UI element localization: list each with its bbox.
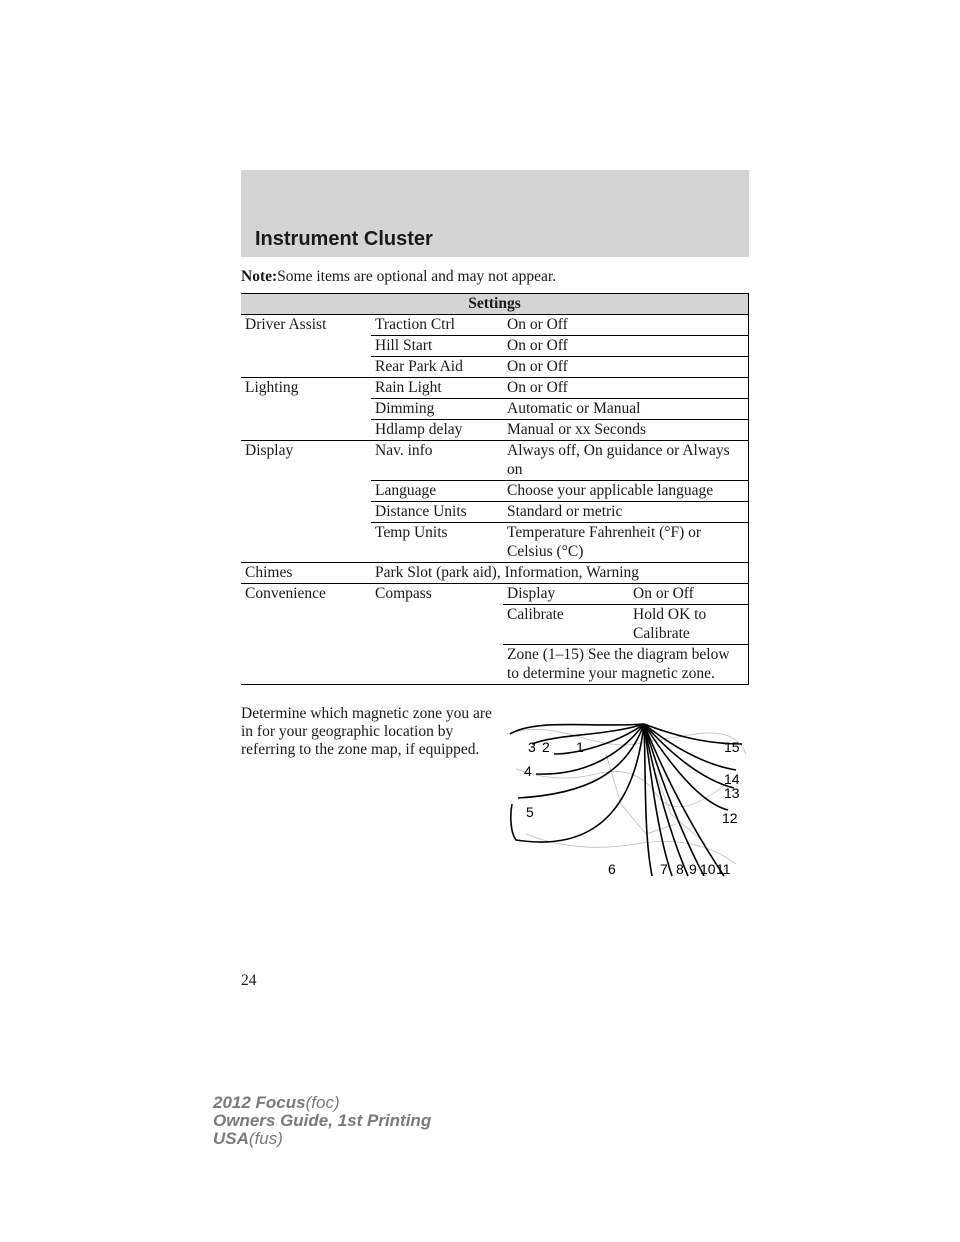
group-label-display: Display bbox=[241, 441, 371, 563]
table-row bbox=[241, 378, 749, 399]
zone-label: 5 bbox=[526, 804, 534, 820]
item-cell: Temp Units bbox=[371, 523, 503, 563]
group-label-lighting: Lighting bbox=[241, 378, 371, 441]
zone-label: 9 bbox=[689, 861, 697, 877]
footer-model-code: (foc) bbox=[305, 1093, 340, 1112]
value-cell: Choose your applicable language bbox=[503, 481, 749, 502]
value-cell: Standard or metric bbox=[503, 502, 749, 523]
item-cell: Distance Units bbox=[371, 502, 503, 523]
section-header-band bbox=[241, 170, 749, 257]
table-row bbox=[241, 441, 749, 481]
zone-label: 4 bbox=[524, 763, 532, 779]
footer-model: 2012 Focus bbox=[213, 1093, 306, 1112]
zone-line bbox=[644, 724, 736, 770]
zone-label: 3 bbox=[528, 739, 536, 755]
note-label: Note: bbox=[241, 268, 278, 285]
note-line bbox=[241, 268, 556, 286]
zone-label: 13 bbox=[724, 785, 740, 801]
item-cell: Nav. info bbox=[371, 441, 503, 481]
value-cell: Park Slot (park aid), Information, Warning bbox=[371, 563, 749, 584]
map-coastline bbox=[526, 834, 736, 864]
value-cell: Hold OK to Calibrate bbox=[629, 605, 749, 645]
group-label-chimes: Chimes bbox=[241, 563, 371, 584]
footer-printing: Owners Guide, 1st Printing bbox=[213, 1111, 432, 1130]
settings-table bbox=[241, 293, 749, 685]
item-cell: Rear Park Aid bbox=[371, 357, 503, 378]
value-cell: Temperature Fahrenheit (°F) or Celsius (°C) bbox=[503, 523, 749, 563]
value-cell: On or Off bbox=[629, 584, 749, 605]
sub-item-cell: Display bbox=[503, 584, 629, 605]
value-cell: On or Off bbox=[503, 315, 749, 336]
zone-label: 14 bbox=[724, 771, 740, 787]
zone-paragraph: Determine which magnetic zone you are in for your geographic location by referring to the zone map, if equipped. bbox=[241, 705, 492, 758]
item-cell: Language bbox=[371, 481, 503, 502]
sub-item-cell: Calibrate bbox=[503, 605, 629, 645]
zone-label: 10 bbox=[700, 861, 716, 877]
table-row bbox=[241, 563, 749, 584]
item-cell: Traction Ctrl bbox=[371, 315, 503, 336]
footer-market: USA bbox=[213, 1129, 249, 1148]
settings-table-header bbox=[241, 294, 749, 315]
zone-label: 6 bbox=[608, 861, 616, 877]
page-number: 24 bbox=[241, 972, 257, 989]
value-cell: On or Off bbox=[503, 336, 749, 357]
zone-label: 1 bbox=[576, 739, 584, 755]
zone-label: 11 bbox=[716, 861, 731, 877]
value-cell: On or Off bbox=[503, 357, 749, 378]
item-cell: Hill Start bbox=[371, 336, 503, 357]
group-label-driver-assist: Driver Assist bbox=[241, 315, 371, 378]
footer-market-code: (fus) bbox=[248, 1129, 283, 1148]
magnetic-zone-map bbox=[496, 714, 752, 880]
value-cell: Automatic or Manual bbox=[503, 399, 749, 420]
table-row bbox=[241, 584, 749, 605]
item-cell: Compass bbox=[371, 584, 503, 685]
settings-heading: Settings bbox=[241, 294, 749, 315]
value-cell: Manual or xx Seconds bbox=[503, 420, 749, 441]
zone-label: 15 bbox=[724, 739, 740, 755]
print-footer bbox=[213, 1094, 431, 1148]
value-cell: Zone (1–15) See the diagram below to determine your magnetic zone. bbox=[503, 645, 749, 685]
value-cell: Always off, On guidance or Always on bbox=[503, 441, 749, 481]
zone-label: 2 bbox=[542, 739, 550, 755]
zone-label: 12 bbox=[722, 810, 738, 826]
table-row bbox=[241, 315, 749, 336]
zone-label: 7 bbox=[660, 861, 668, 877]
item-cell: Hdlamp delay bbox=[371, 420, 503, 441]
value-cell: On or Off bbox=[503, 378, 749, 399]
item-cell: Dimming bbox=[371, 399, 503, 420]
item-cell: Rain Light bbox=[371, 378, 503, 399]
section-title: Instrument Cluster bbox=[255, 228, 433, 250]
group-label-convenience: Convenience bbox=[241, 584, 371, 685]
zone-line bbox=[644, 724, 724, 876]
note-text: Some items are optional and may not appear. bbox=[277, 268, 557, 285]
zone-label: 8 bbox=[676, 861, 684, 877]
